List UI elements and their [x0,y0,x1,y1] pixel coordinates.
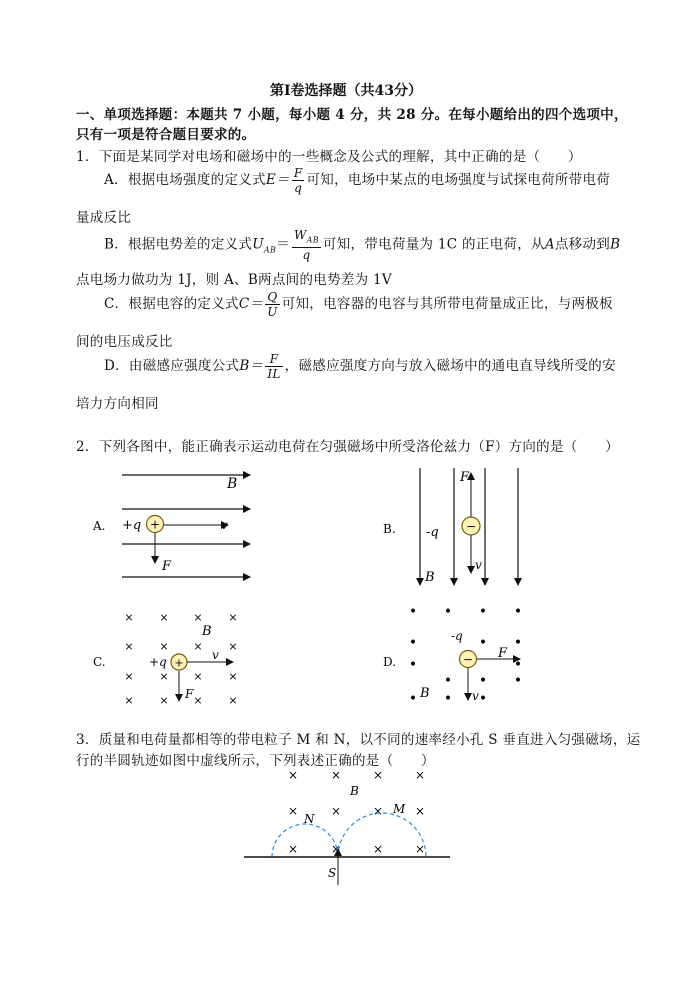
dot-mark: • [513,635,523,651]
q2-figure-b [380,465,530,590]
force-label: F [185,687,194,701]
x-mark: × [228,611,238,624]
q1-b-fraction [292,228,321,262]
q1-b-num-sub: AB [306,235,319,245]
label-s: S [328,866,337,880]
x-mark: × [159,670,169,683]
q1-b-den: q [302,248,311,263]
dot-mark: • [478,604,488,620]
x-mark: × [193,611,203,624]
x-mark: × [414,768,426,782]
q1-stem: 1．下面是某同学对电场和磁场中的一些概念及公式的理解，其中正确的是（ ） [76,149,582,165]
q1-b-to: B [610,236,621,253]
q1-b-num: W [294,228,307,242]
q1-b-from: A [544,236,555,253]
q1-b-post: 可知，带电荷量为 1C 的正电荷，从 [322,236,545,253]
instructions-line1: 一、单项选择题：本题共 7 小题，每小题 4 分，共 28 分。在每小题给出的四个选项中， [76,107,628,123]
x-mark: × [228,694,238,705]
q1-a-pre: A．根据电场强度的定义式 [104,172,266,188]
charge-label: +q [149,655,167,669]
q1-c-pre: C．根据电容的定义式 [104,296,239,312]
q1-b-lhs-sub: AB [263,245,277,255]
q1-d-num: F [265,352,282,367]
field-label: B [350,784,359,798]
section-title: 第Ⅰ卷选择题（共43分） [270,83,423,99]
q1-c-post: 可知，电容器的电容与其所带电荷量成正比，与两极板 [281,296,613,312]
particle-sign: + [174,656,184,670]
dot-mark: • [408,657,418,673]
field-label: B [425,570,435,585]
x-mark: × [124,640,134,653]
trajectory-n [272,824,338,857]
particle-sign: − [462,652,474,667]
q1-option-b [104,228,620,262]
q2-figure-d [380,602,540,708]
q1-option-a-cont: 量成反比 [76,210,132,226]
dot-mark: • [443,604,453,620]
x-mark: × [228,640,238,653]
dot-mark: • [408,604,418,620]
x-mark: × [372,768,384,782]
q1-option-c [104,290,613,319]
q2-figure-a [90,465,260,590]
q1-option-d [104,352,616,381]
instructions-line2: 只有一项是符合题目要求的。 [76,127,256,143]
q1-d-lhs: B＝ [239,358,264,374]
field-label: B [420,686,430,701]
q1-d-post: ，磁感应强度方向与放入磁场中的通电直导线所受的安 [284,358,616,374]
force-label: F [162,559,172,574]
x-mark: × [159,694,169,705]
velocity-label: v [472,689,479,703]
force-label: F [498,646,508,661]
x-mark: × [193,670,203,683]
q1-c-lhs: C＝ [238,296,264,312]
q1-option-c-cont: 间的电压成反比 [76,334,173,350]
dot-mark: • [513,657,523,673]
q1-d-den: IL [267,367,281,381]
dot-mark: • [513,673,523,689]
option-label: A. [93,519,106,533]
x-mark: × [372,804,384,818]
dot-mark: • [408,691,418,707]
x-mark: × [159,611,169,624]
q2-figure-c [90,605,260,705]
dot-mark: • [478,635,488,651]
q3-stem-line2: 行的半圆轨迹如图中虚线所示，下列表述正确的是（ ） [76,753,435,769]
label-m: M [393,802,406,816]
q1-d-pre: D．由磁感应强度公式 [104,358,240,374]
q1-option-d-cont: 培力方向相同 [76,396,159,412]
label-n: N [304,812,315,826]
x-mark: × [124,670,134,683]
x-mark: × [287,842,299,856]
field-label: B [202,624,212,639]
dot-mark: • [478,691,488,707]
dot-mark: • [478,673,488,689]
q2-stem: 2．下列各图中，能正确表示运动电荷在匀强磁场中所受洛伦兹力（F）方向的是（ ） [76,439,619,455]
force-label: F [460,470,470,485]
q1-a-den: q [294,181,303,195]
option-label: B. [383,522,396,536]
q1-b-lhs: U [252,236,264,253]
x-mark: × [414,842,426,856]
x-mark: × [124,694,134,705]
field-label: B [227,476,238,492]
dot-mark: • [513,604,523,620]
x-mark: × [287,804,299,818]
x-mark: × [330,842,342,856]
x-mark: × [124,611,134,624]
q3-stem-line1: 3．质量和电荷量都相等的带电粒子 M 和 N，以不同的速率经小孔 S 垂直进入匀强磁场，运 [76,732,641,748]
dot-mark: • [408,635,418,651]
q1-b-pre: B．根据电势差的定义式 [104,236,253,253]
x-mark: × [193,694,203,705]
charge-label: -q [451,629,463,643]
option-label: D. [383,655,397,669]
q1-b-mid: 点移动到 [554,236,611,253]
dot-mark: • [443,691,453,707]
option-label: C. [93,655,106,669]
x-mark: × [414,804,426,818]
q1-a-lhs: E＝ [265,172,290,188]
q3-figure [240,765,455,890]
q1-a-post: 可知，电场中某点的电场强度与试探电荷所带电荷 [306,172,611,188]
x-mark: × [193,640,203,653]
q1-b-eq: ＝ [276,236,290,253]
charge-label: +q [122,518,142,533]
particle-sign: − [465,519,477,534]
q1-option-b-cont: 点电场力做功为 1J，则 A、B两点间的电势差为 1V [76,272,392,288]
q1-c-fraction [265,290,279,319]
q1-d-fraction [265,352,282,381]
velocity-label: v [475,558,482,572]
velocity-label: v [212,648,219,662]
q1-a-num: F [293,166,303,180]
dot-mark: • [443,673,453,689]
x-mark: × [372,842,384,856]
x-mark: × [159,640,169,653]
x-mark: × [287,768,299,782]
velocity-label: v [221,518,228,532]
q1-c-den: U [267,305,278,319]
x-mark: × [330,768,342,782]
x-mark: × [228,670,238,683]
q1-option-a [104,166,610,195]
charge-label: -q [426,525,439,540]
q1-c-num: Q [265,290,279,305]
x-mark: × [330,804,342,818]
q1-a-fraction [292,166,305,195]
particle-sign: + [149,517,161,532]
